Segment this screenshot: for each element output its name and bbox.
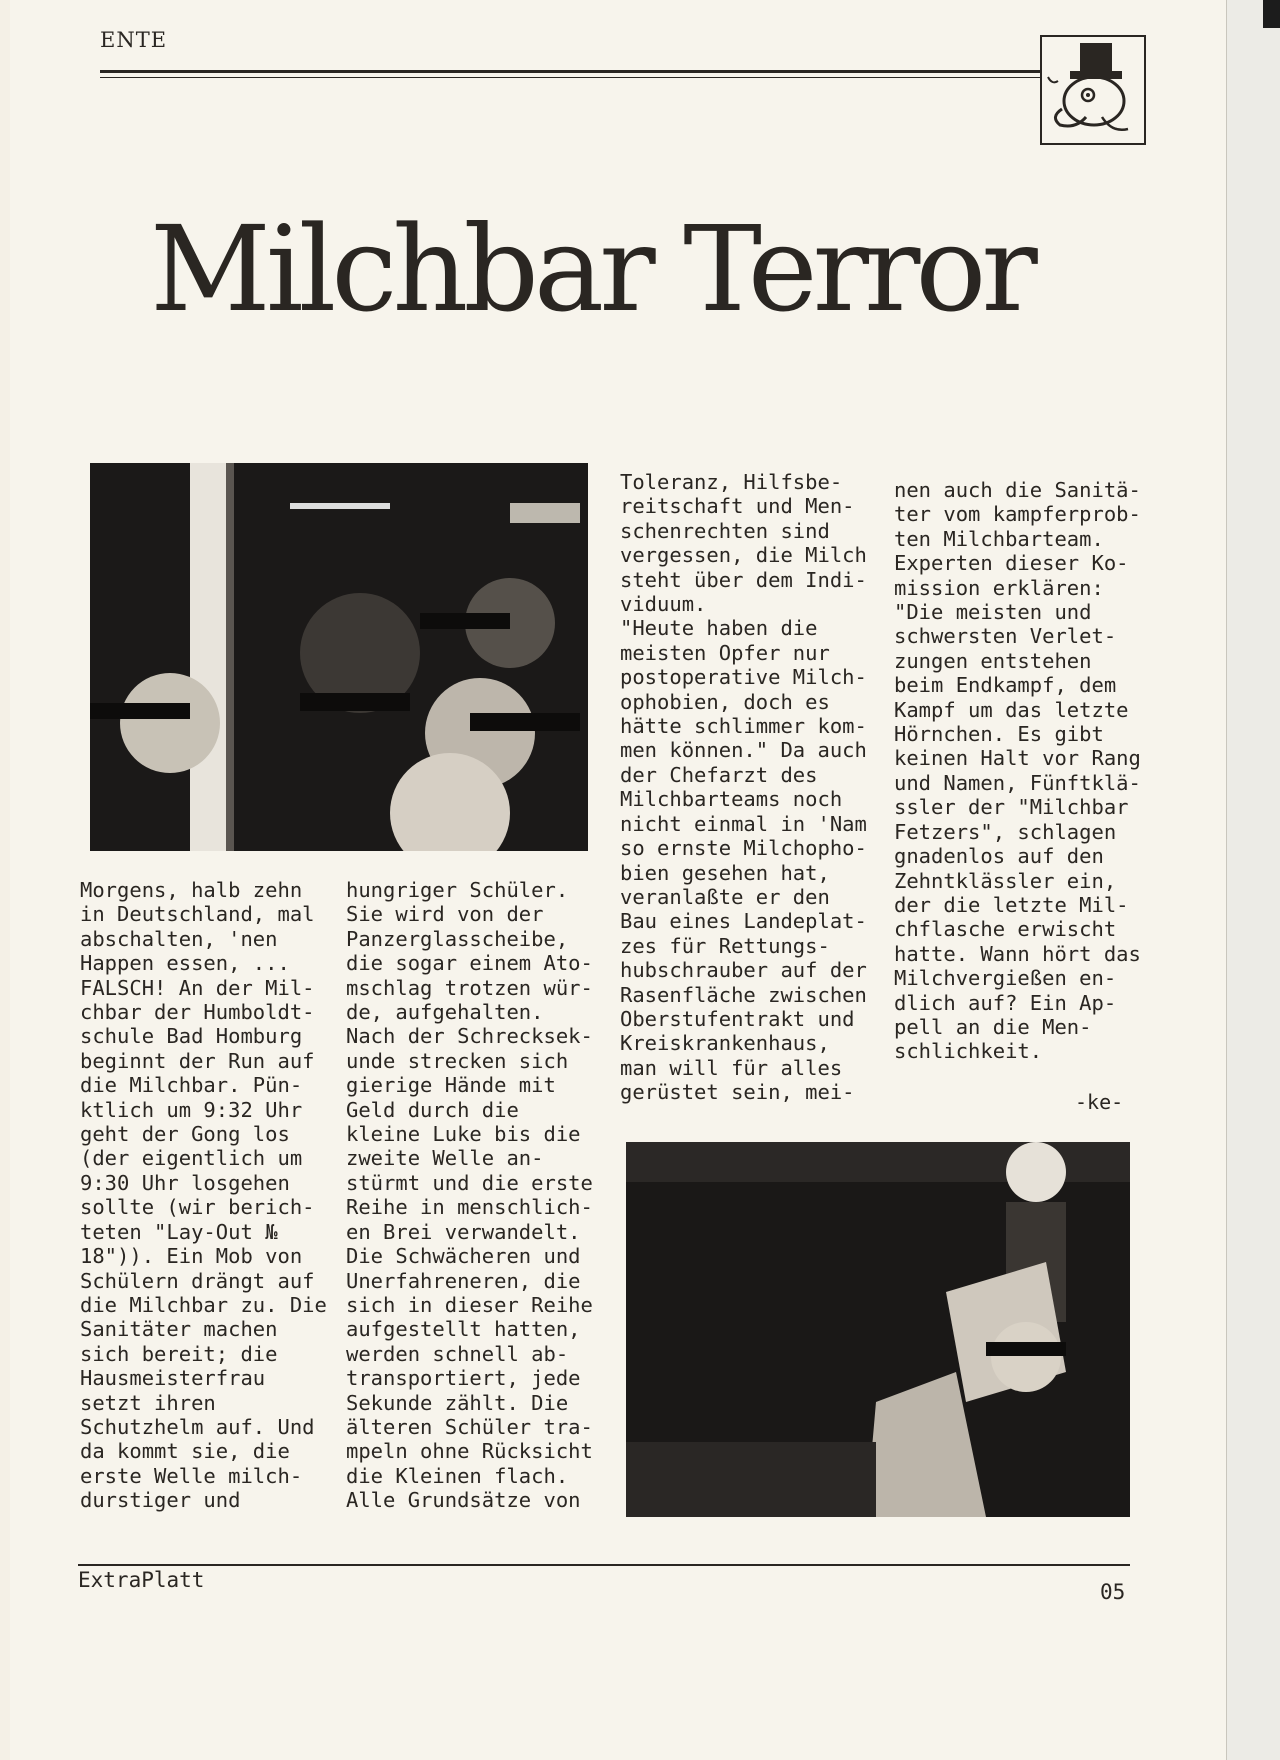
article-column-1: Morgens, halb zehn in Deutschland, mal abschalten, 'nen Happen essen, ... FALSCH! An der Mil- chbar der Humboldt- schule Bad Homburg beginnt der Run auf die Milchbar. Pün- ktlich um 9:32 Uhr geht der Gong los (der eigentlich um 9:30 Uhr losgehen sollte (wir berich- teten "Lay-Out № 18")). Ein Mob von Schülern drängt auf die Milchbar zu. Die Sanitäter machen sich bereit; die Hausmeisterfrau setzt ihren Schutzhelm auf. Und da kommt sie, die erste Welle milch- durstiger und [80, 878, 327, 1513]
duck-with-top-hat-icon [1040, 35, 1146, 145]
footer-rule [78, 1564, 1130, 1566]
article-photo-injured [626, 1142, 1130, 1517]
article-column-3: Toleranz, Hilfsbe- reitschaft und Men- schenrechten sind vergessen, die Milch steht über dem Indi- viduum. "Heute haben die meisten Opfer nur postoperative Milch- ophobien, doch es hätte schlimmer kom- men können." Da auch der Chefarzt des Milchbarteams noch nicht einmal in 'Nam so ernste Milchopho- bien gesehen hat, veranlaßte er den Bau eines Landeplat- zes für Rettungs- hubschrauber auf der Rasenfläche zwischen Oberstufentrakt und Kreiskrankenhaus, man will für alles gerüstet sein, mei- [620, 470, 867, 1105]
scanner-corner [1263, 0, 1280, 28]
section-label: ENTE [100, 28, 168, 52]
page-number: 05 [1100, 1580, 1126, 1604]
scanner-edge [1226, 0, 1280, 1760]
header-rule-thin [100, 77, 1040, 78]
header-rule [100, 70, 1040, 73]
article-title: Milchbar Terror [150, 200, 1033, 338]
publication-name: ExtraPlatt [78, 1568, 205, 1592]
author-signature: -ke- [1075, 1090, 1124, 1114]
article-column-2: hungriger Schüler. Sie wird von der Panzerglasscheibe, die sogar einem Ato- mschlag trotzen wür- de, aufgehalten. Nach der Schrecksek- unde strecken sich gierige Hände mit Geld durch die kleine Luke bis die zweite Welle an- stürmt und die erste Reihe in menschlich- en Brei verwandelt. Die Schwächeren und Unerfahreneren, die sich in dieser Reihe aufgestellt hatten, werden schnell ab- transportiert, jede Sekunde zählt. Die älteren Schüler tra- mpeln ohne Rücksicht die Kleinen flach. Alle Grundsätze von [346, 878, 593, 1513]
article-photo-crowd [90, 463, 588, 851]
article-column-4: nen auch die Sanitä- ter vom kampferprob- ten Milchbarteam. Experten dieser Ko- mission erklären: "Die meisten und schwersten Verlet- zungen entstehen beim Endkampf, dem Kampf um das letzte Hörnchen. Es gibt keinen Halt vor Rang und Namen, Fünftklä- ssler der "Milchbar Fetzers", schlagen gnadenlos auf den Zehntklässler ein, der die letzte Mil- chflasche erwischt hatte. Wann hört das Milchvergießen en- dlich auf? Ein Ap- pell an die Men- schlichkeit. [894, 478, 1141, 1064]
